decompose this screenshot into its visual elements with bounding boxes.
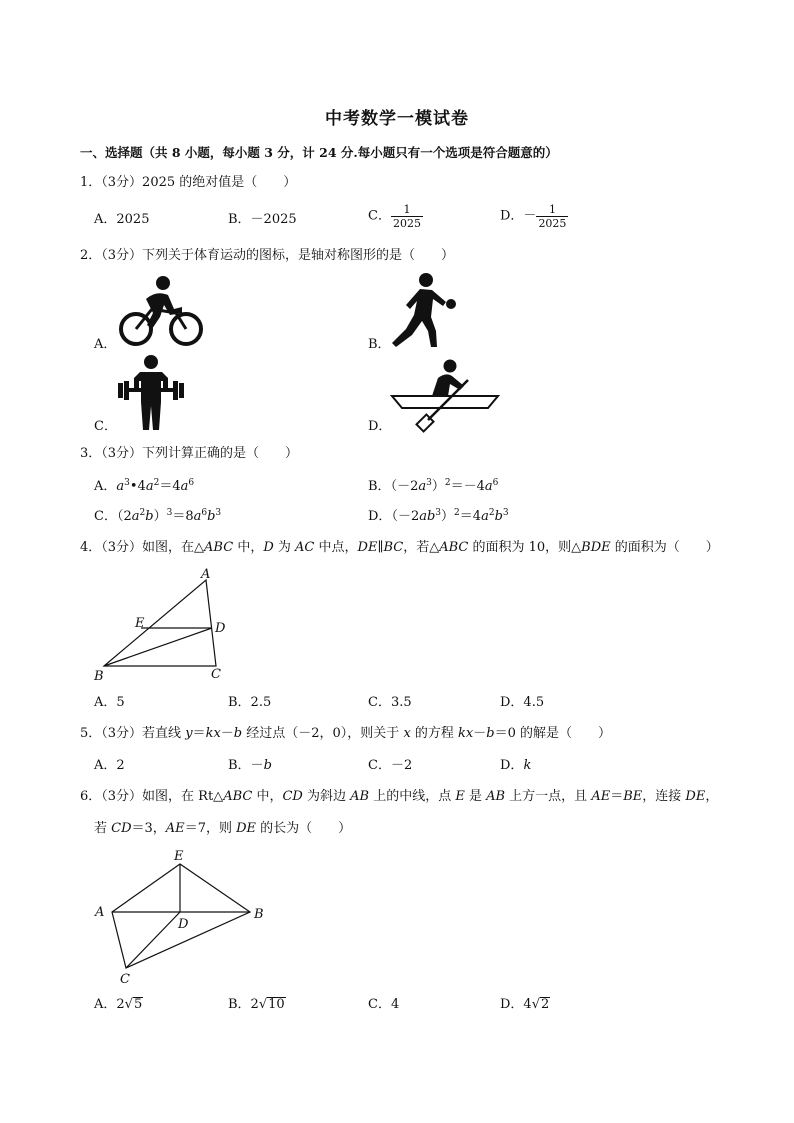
stem-text: ， (705, 789, 719, 804)
stem-text: ，连接 (642, 789, 686, 804)
label-e: E (174, 849, 184, 864)
stem-text: － (220, 726, 234, 741)
option-text: A．2 (94, 997, 125, 1012)
segment-bd (104, 628, 212, 666)
stem-text: 中， (252, 789, 283, 804)
stem-text: － (473, 726, 487, 741)
math-var: kx (205, 726, 221, 741)
math-var: a (131, 509, 140, 524)
math-text: •4 (129, 479, 146, 494)
q6-option-b[interactable] (228, 996, 286, 1014)
math-var: k (523, 758, 532, 773)
math-var: b (494, 509, 503, 524)
stem-text: 是 (464, 789, 487, 804)
option-label: D． (368, 509, 392, 524)
fraction-numerator: 1 (403, 203, 411, 216)
math-var: AB (350, 789, 370, 804)
triangle-abc (104, 580, 216, 666)
option-label: C． (94, 509, 117, 524)
question-6-stem-line2 (94, 820, 351, 838)
stem-text: 若 (94, 821, 112, 836)
math-var: ABC (223, 789, 253, 804)
math-var: ABC (439, 540, 469, 555)
math-var: BDE (581, 540, 611, 555)
math-exp: 6 (201, 508, 208, 518)
math-var: a (180, 479, 189, 494)
stem-text: 的面积为 10，则△ (468, 540, 582, 555)
weightlifting-icon (116, 354, 186, 432)
page-title: 中考数学一模试卷 (325, 109, 469, 129)
math-var: a (145, 479, 154, 494)
sqrt-sign: √ (258, 997, 268, 1012)
segment-dc (126, 912, 180, 968)
fraction-denominator: 2025 (538, 217, 567, 230)
math-text: （－2 (391, 509, 420, 524)
stem-text: 经过点（－2，0），则关于 (242, 726, 404, 741)
question-3-stem: 3．（3分）下列计算正确的是（ ） (80, 446, 299, 461)
stem-text: 上方一点，且 (505, 789, 592, 804)
radicand: 2 (541, 997, 550, 1012)
stem-text: 的长为（ ） (256, 821, 352, 836)
math-var: DE (685, 789, 706, 804)
stem-text: ，若△ (403, 540, 440, 555)
q6-option-d[interactable] (500, 996, 550, 1014)
stem-text: ∥ (377, 540, 384, 555)
q3-option-c[interactable] (94, 508, 221, 526)
math-var: a (484, 479, 493, 494)
question-5-stem (80, 725, 611, 743)
stem-text: 5．（3分）若直线 (80, 726, 186, 741)
q5-option-c[interactable]: C．－2 (368, 758, 413, 773)
label-e: E (135, 616, 145, 631)
label-d: D (178, 917, 189, 932)
q6-option-c[interactable]: C．4 (368, 997, 400, 1012)
stem-text: 的面积为（ ） (610, 540, 719, 555)
q4-option-b[interactable]: B．2.5 (228, 695, 272, 710)
question-4-stem (80, 539, 719, 557)
q1-option-d[interactable] (500, 203, 568, 230)
stem-text: 中点， (314, 540, 358, 555)
q1-c-prefix: C． (368, 208, 391, 224)
math-var: ABC (204, 540, 234, 555)
label-c: C (120, 972, 130, 987)
option-text: B．－ (228, 758, 264, 773)
math-var: b (145, 509, 154, 524)
stem-text: 的方程 (410, 726, 459, 741)
math-exp: 3 (426, 478, 432, 488)
q1-option-b[interactable]: B．－2025 (228, 212, 297, 227)
radicand: 5 (133, 997, 143, 1012)
q1-d-prefix: D．－ (500, 208, 537, 224)
q4-option-d[interactable]: D．4.5 (500, 695, 545, 710)
q1-d-fraction (536, 203, 568, 230)
math-text: ＝8 (172, 509, 194, 524)
math-exp: 6 (188, 478, 195, 488)
math-text: ） (153, 509, 167, 524)
math-exp: 3 (124, 478, 130, 488)
math-var: AE (591, 789, 611, 804)
math-var: b (486, 726, 495, 741)
q4-option-a[interactable]: A．5 (94, 695, 125, 710)
math-var: b (263, 758, 272, 773)
rowing-icon (390, 358, 500, 434)
math-var: BE (623, 789, 643, 804)
stem-text: 4．（3分）如图，在△ (80, 540, 205, 555)
q3-option-a[interactable] (94, 478, 194, 496)
math-var: AE (165, 821, 185, 836)
section-heading: 一、选择题（共 8 小题，每小题 3 分，计 24 分.每小题只有一个选项是符合题意的） (80, 145, 558, 160)
q6-quadrilateral-figure (90, 846, 270, 986)
math-var: a (418, 479, 427, 494)
label-d: D (215, 621, 226, 636)
q4-option-c[interactable]: C．3.5 (368, 695, 412, 710)
stem-text: 上的中线，点 (369, 789, 456, 804)
math-var: a (193, 509, 202, 524)
math-exp: 2 (488, 508, 495, 518)
stem-text: ＝7，则 (184, 821, 237, 836)
q1-option-c[interactable] (368, 203, 423, 230)
q2-option-a[interactable]: A． (94, 337, 117, 352)
math-exp: 2 (454, 508, 460, 518)
math-text: （－2 (390, 479, 419, 494)
question-2-stem: 2．（3分）下列关于体育运动的图标，是轴对称图形的是（ ） (80, 248, 455, 263)
sqrt-sign: √ (531, 997, 540, 1012)
question-1-stem: 1．（3分）2025 的绝对值是（ ） (80, 175, 297, 190)
math-var: CD (111, 821, 132, 836)
math-var: CD (282, 789, 303, 804)
math-var: kx (458, 726, 474, 741)
q5-option-b[interactable] (228, 757, 272, 775)
option-text: D． (500, 758, 524, 773)
math-text: ＝4 (159, 479, 181, 494)
label-a: A (95, 905, 105, 920)
math-var: DE (357, 540, 378, 555)
stem-text: ＝3， (131, 821, 166, 836)
math-exp: 3 (502, 508, 509, 518)
math-exp: 3 (166, 508, 173, 518)
q5-option-d[interactable] (500, 757, 531, 775)
stem-text: 6．（3分）如图，在 Rt△ (80, 789, 224, 804)
math-exp: 6 (492, 478, 499, 488)
label-b: B (254, 907, 264, 922)
math-exp: 3 (215, 508, 222, 518)
math-var: E (455, 789, 465, 804)
q2-option-d[interactable]: D． (368, 419, 392, 434)
label-c: C (211, 667, 221, 682)
math-var: x (403, 726, 411, 741)
stem-text: 中， (233, 540, 264, 555)
math-var: ab (419, 509, 436, 524)
math-var: DE (236, 821, 257, 836)
radicand: 10 (268, 997, 285, 1012)
math-var: AB (486, 789, 506, 804)
fraction-denominator: 2025 (392, 217, 421, 230)
throwing-icon (390, 271, 460, 351)
question-6-stem-line1 (80, 788, 718, 806)
math-exp: 2 (444, 478, 451, 488)
option-label: A． (94, 479, 117, 494)
math-text: ） (431, 479, 445, 494)
math-var: AC (295, 540, 315, 555)
math-var: BC (383, 540, 404, 555)
q5-option-a[interactable]: A．2 (94, 758, 125, 773)
stem-text: ＝0 的解是（ ） (494, 726, 612, 741)
option-text: D．4 (500, 997, 532, 1012)
q4-triangle-figure (88, 566, 238, 684)
math-text: ） (441, 509, 455, 524)
q2-option-b[interactable]: B． (368, 337, 391, 352)
stem-text: ＝ (192, 726, 206, 741)
math-var: D (263, 540, 274, 555)
math-text: ＝－4 (450, 479, 485, 494)
math-var: a (481, 509, 489, 524)
option-label: B． (368, 479, 391, 494)
math-text: （2 (116, 509, 132, 524)
fraction-numerator: 1 (548, 203, 556, 216)
q6-option-a[interactable] (94, 996, 143, 1014)
math-exp: 2 (153, 478, 160, 488)
math-exp: 2 (139, 508, 146, 518)
math-exp: 3 (435, 508, 442, 518)
q1-c-fraction (391, 203, 423, 230)
stem-text: ＝ (610, 789, 624, 804)
math-var: b (233, 726, 243, 741)
sqrt-sign: √ (124, 997, 133, 1012)
option-text: B．2 (228, 997, 259, 1012)
cycling-icon (116, 273, 208, 349)
q3-option-b[interactable] (368, 478, 498, 496)
stem-text: 为 (273, 540, 296, 555)
q1-option-a[interactable]: A．2025 (94, 212, 150, 227)
q2-option-c[interactable]: C． (94, 419, 117, 434)
math-var: b (207, 509, 216, 524)
label-b: B (94, 669, 104, 684)
math-text: ＝4 (459, 509, 482, 524)
math-var: y (185, 726, 193, 741)
outline-aebc (112, 864, 250, 968)
math-var: a (116, 479, 125, 494)
stem-text: 为斜边 (302, 789, 351, 804)
q3-option-d[interactable] (368, 508, 509, 526)
label-a: A (201, 567, 211, 582)
